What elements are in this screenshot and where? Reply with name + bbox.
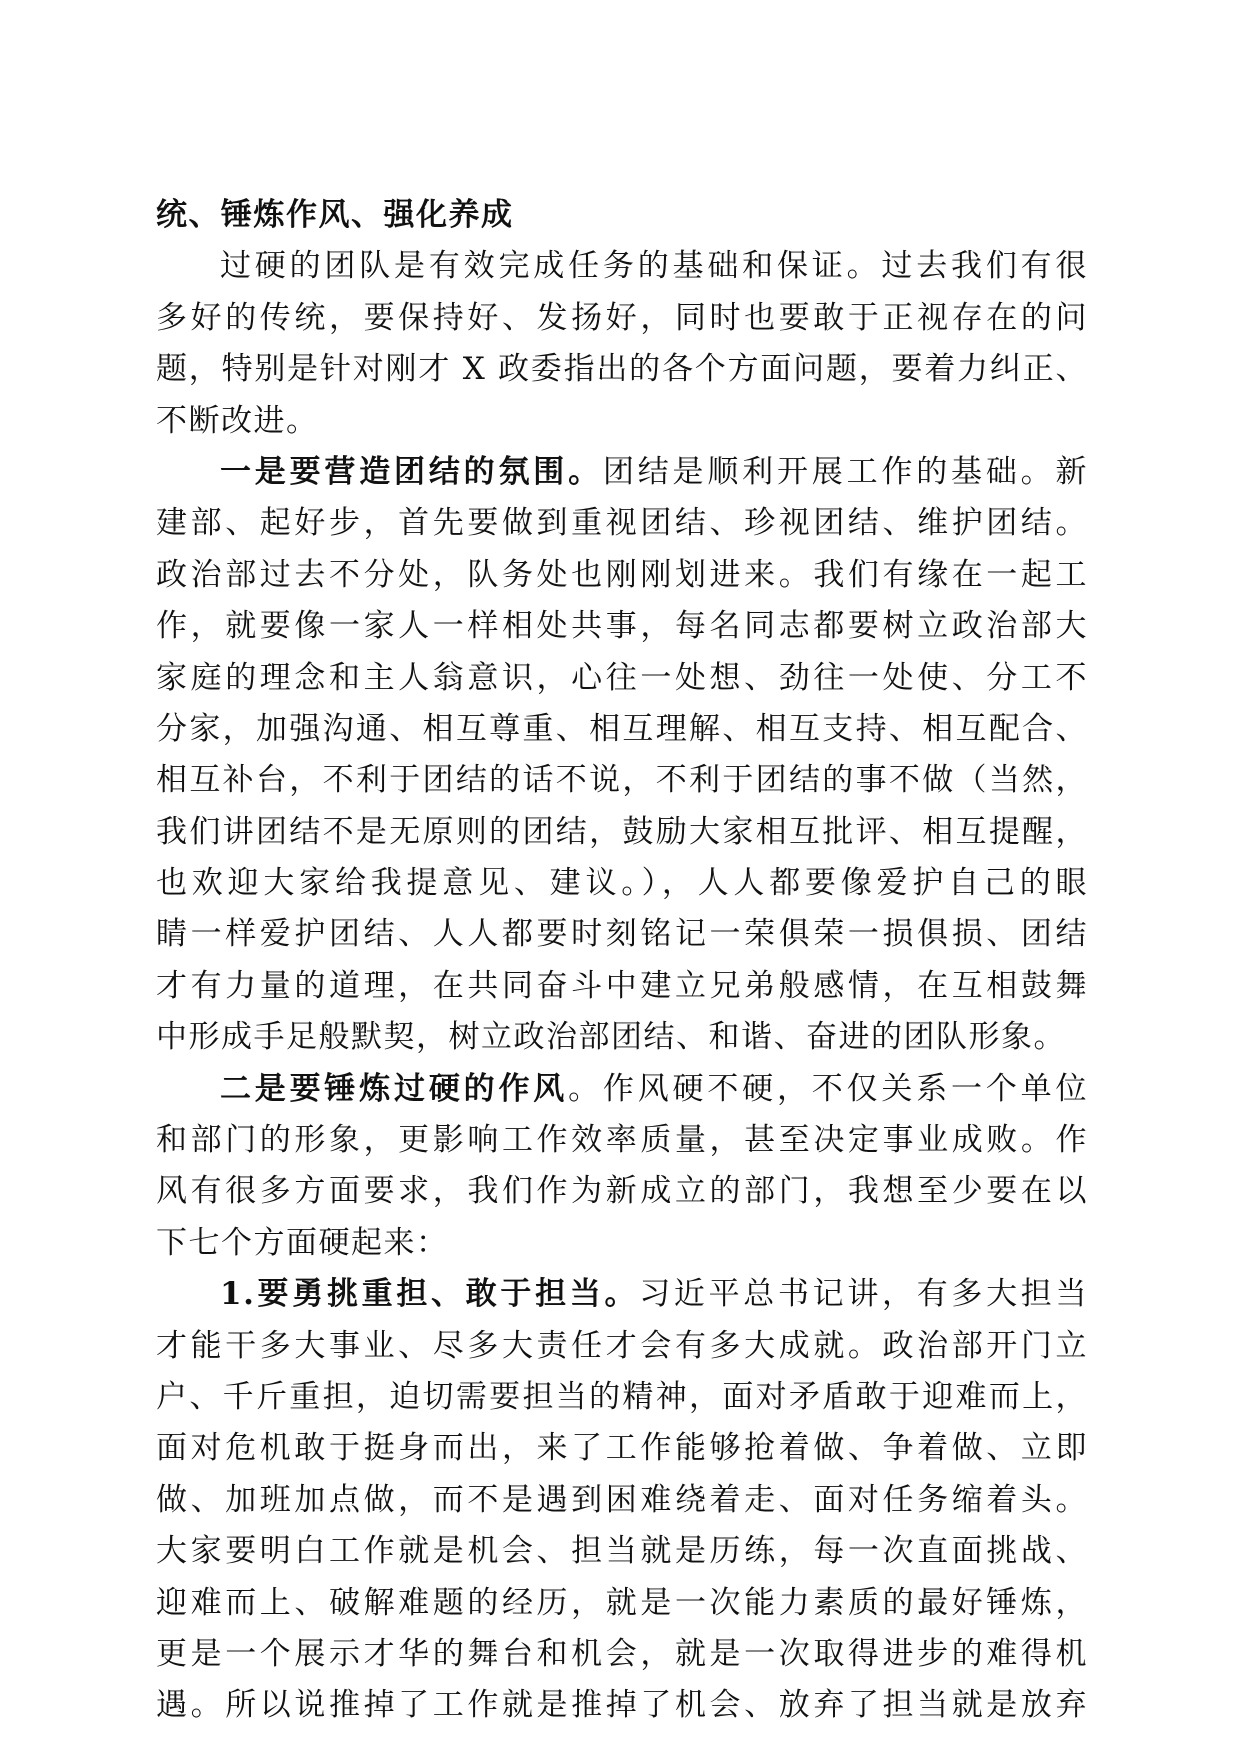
paragraph-3-title: 二是要锤炼过硬的作风 (220, 1070, 569, 1107)
paragraph-4-line: 更是一个展示才华的舞台和机会，就是一次取得进步的难得机 (156, 1635, 1088, 1672)
paragraph-2-line: 家庭的理念和主人翁意识，心往一处想、劲往一处使、分工不 (156, 659, 1088, 696)
paragraph-4-title: 1.要勇挑重担、敢于担当。 (220, 1276, 640, 1313)
paragraph-3-line-1 (156, 1064, 1088, 1115)
paragraph-2-line-1 (156, 447, 1088, 498)
paragraph-2-first-text: 团结是顺利开展工作的基础。新 (602, 453, 1088, 490)
paragraph-3-line: 下七个方面硬起来： (156, 1224, 449, 1261)
paragraph-4-line: 大家要明白工作就是机会、担当就是历练，每一次直面挑战、 (156, 1533, 1088, 1570)
paragraph-4-line: 户、千斤重担，迫切需要担当的精神，面对矛盾敢于迎难而上， (156, 1378, 1088, 1415)
paragraph-3-line: 风有很多方面要求，我们作为新成立的部门，我想至少要在以 (156, 1173, 1088, 1210)
paragraph-4-first-text: 习近平总书记讲，有多大担当 (639, 1276, 1088, 1313)
paragraph-2-line: 我们讲团结不是无原则的团结，鼓励大家相互批评、相互提醒， (156, 813, 1088, 850)
paragraph-2-line: 也欢迎大家给我提意见、建议。），人人都要像爱护自己的眼 (156, 865, 1088, 902)
paragraph-2-line: 睛一样爱护团结、人人都要时刻铭记一荣俱荣一损俱损、团结 (156, 916, 1088, 953)
paragraph-2-line: 相互补台，不利于团结的话不说，不利于团结的事不做（当然， (156, 762, 1088, 799)
paragraph-3-line: 和部门的形象，更影响工作效率质量，甚至决定事业成败。作 (156, 1122, 1088, 1159)
paragraph-1-line-3: 题，特别是针对刚才 X 政委指出的各个方面问题，要着力纠正、 (156, 351, 1088, 388)
paragraph-4-line: 才能干多大事业、尽多大责任才会有多大成就。政治部开门立 (156, 1327, 1088, 1364)
paragraph-2-title: 一是要营造团结的氛围。 (220, 453, 603, 490)
paragraph-2-line: 建部、起好步，首先要做到重视团结、珍视团结、维护团结。 (156, 505, 1088, 542)
paragraph-4-line-1 (156, 1269, 1088, 1320)
paragraph-1-line-1: 过硬的团队是有效完成任务的基础和保证。过去我们有很 (220, 248, 1088, 285)
paragraph-4-line: 做、加班加点做，而不是遇到困难绕着走、面对任务缩着头。 (156, 1481, 1088, 1518)
paragraph-2-line: 分家，加强沟通、相互尊重、相互理解、相互支持、相互配合、 (156, 710, 1088, 747)
paragraph-1-line-4: 不断改进。 (156, 402, 319, 439)
paragraph-2-line: 政治部过去不分处，队务处也刚刚划进来。我们有缘在一起工 (156, 556, 1088, 593)
paragraph-2-line: 才有力量的道理，在共同奋斗中建立兄弟般感情，在互相鼓舞 (156, 967, 1088, 1004)
paragraph-4-line: 遇。所以说推掉了工作就是推掉了机会、放弃了担当就是放弃 (156, 1687, 1088, 1724)
paragraph-1-line-2: 多好的传统，要保持好、发扬好，同时也要敢于正视存在的问 (156, 299, 1088, 336)
section-heading-continued: 统、锤炼作风、强化养成 (156, 197, 514, 233)
document-page (156, 190, 1088, 1732)
paragraph-3-first-text: 。作风硬不硬，不仅关系一个单位 (568, 1070, 1088, 1107)
paragraph-2-line: 作，就要像一家人一样相处共事，每名同志都要树立政治部大 (156, 608, 1088, 645)
paragraph-4-line: 迎难而上、破解难题的经历，就是一次能力素质的最好锤炼， (156, 1584, 1088, 1621)
paragraph-4-line: 面对危机敢于挺身而出，来了工作能够抢着做、争着做、立即 (156, 1430, 1088, 1467)
paragraph-2-line: 中形成手足般默契，树立政治部团结、和谐、奋进的团队形象。 (156, 1019, 1066, 1056)
